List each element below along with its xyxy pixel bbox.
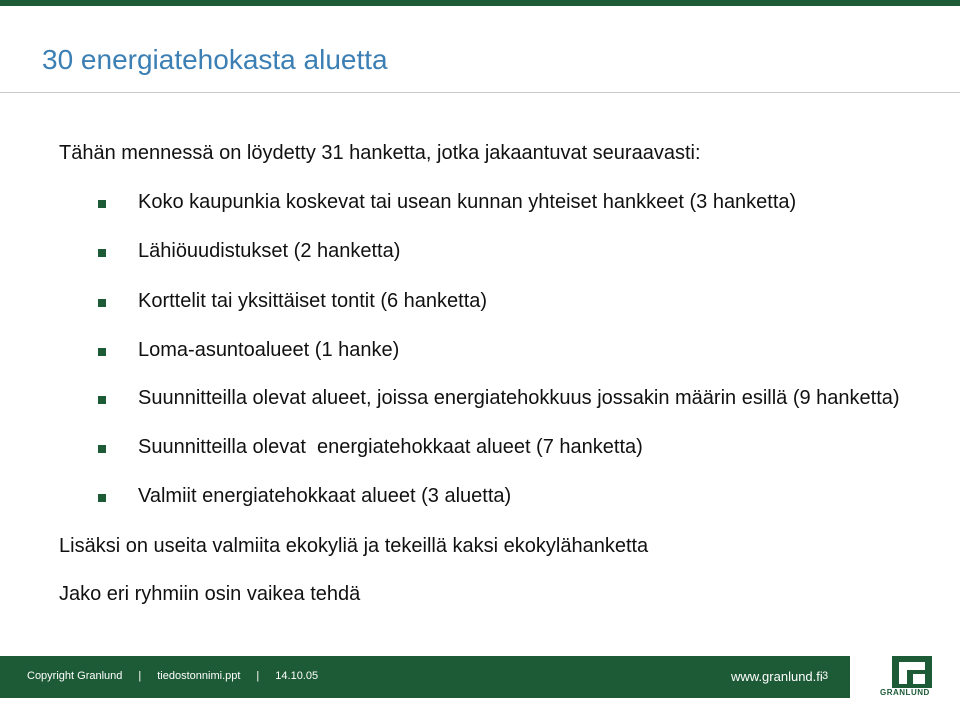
date-text: 14.10.05 bbox=[275, 670, 319, 682]
slide-title: 30 energiatehokasta aluetta bbox=[42, 44, 388, 75]
bullet-text: Suunnitteilla olevat alueet, joissa energiatehokkuus jossakin määrin esillä (9 hanketta) bbox=[138, 387, 900, 409]
copyright-text: Copyright Granlund bbox=[27, 670, 123, 682]
square-bullet-icon bbox=[98, 249, 106, 257]
bullet-text: Valmiit energiatehokkaat alueet (3 aluetta) bbox=[138, 485, 512, 507]
filename-text: tiedostonnimi.ppt bbox=[157, 670, 241, 682]
intro-text: Tähän mennessä on löydetty 31 hanketta, jotka jakaantuvat seuraavasti: bbox=[59, 142, 701, 164]
bullet-text: Suunnitteilla olevat energiatehokkaat alueet (7 hanketta) bbox=[138, 436, 643, 458]
square-bullet-icon bbox=[98, 348, 106, 356]
square-bullet-icon bbox=[98, 200, 106, 208]
granlund-g-logo-icon bbox=[872, 656, 950, 688]
footer-separator: | bbox=[138, 670, 142, 682]
footer-meta bbox=[27, 670, 318, 682]
closing-note: Jako eri ryhmiin osin vaikea tehdä bbox=[59, 583, 361, 605]
additional-note: Lisäksi on useita valmiita ekokyliä ja tekeillä kaksi ekokylähanketta bbox=[59, 535, 649, 557]
footer-separator: | bbox=[256, 670, 260, 682]
website-link[interactable]: www.granlund.fi bbox=[731, 669, 823, 684]
granlund-logo bbox=[862, 652, 960, 702]
bullet-text: Loma-asuntoalueet (1 hanke) bbox=[138, 339, 400, 361]
top-accent-bar bbox=[0, 0, 960, 6]
page-number: 3 bbox=[822, 670, 829, 682]
square-bullet-icon bbox=[98, 299, 106, 307]
bullet-text: Korttelit tai yksittäiset tontit (6 hanketta) bbox=[138, 290, 488, 312]
title-divider bbox=[0, 92, 960, 93]
square-bullet-icon bbox=[98, 445, 106, 453]
bullet-text: Lähiöuudistukset (2 hanketta) bbox=[138, 240, 401, 262]
square-bullet-icon bbox=[98, 494, 106, 502]
square-bullet-icon bbox=[98, 396, 106, 404]
logo-wordmark: GRANLUND bbox=[880, 688, 930, 697]
bullet-text: Koko kaupunkia koskevat tai usean kunnan yhteiset hankkeet (3 hanketta) bbox=[138, 191, 797, 213]
footer-bar bbox=[0, 656, 850, 698]
